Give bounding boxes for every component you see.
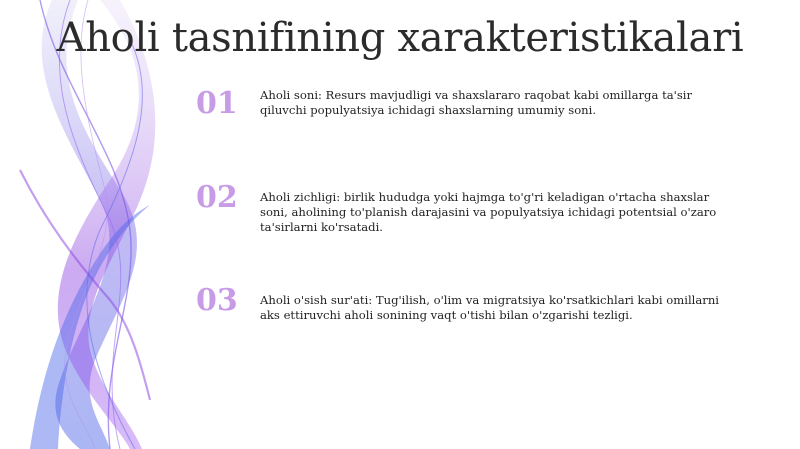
smoke-ribbon-decoration: [0, 0, 200, 449]
item-text: Aholi zichligi: birlik hududga yoki hajmga to'g'ri keladigan o'rtacha shaxslar soni, aholining to'planish darajasini va populyatsiya ichidagi potentsial o'zaro ta'sirlarni ko'rsatadi.: [260, 190, 717, 234]
item-number: 03: [196, 283, 238, 318]
item-text: Aholi o'sish sur'ati: Tug'ilish, o'lim va migratsiya ko'rsatkichlari kabi omillarni aks ettiruvchi aholi sonining vaqt o'tishi bilan o'zgarishi tezligi.: [260, 293, 720, 322]
page-title: Aholi tasnifining xarakteristikalari: [56, 15, 744, 61]
item-number: 01: [196, 86, 238, 121]
item-number: 02: [196, 180, 238, 215]
item-text: Aholi soni: Resurs mavjudligi va shaxslararo raqobat kabi omillarga ta'sir qiluvchi populyatsiya ichidagi shaxslarning umumiy soni.: [260, 88, 693, 117]
